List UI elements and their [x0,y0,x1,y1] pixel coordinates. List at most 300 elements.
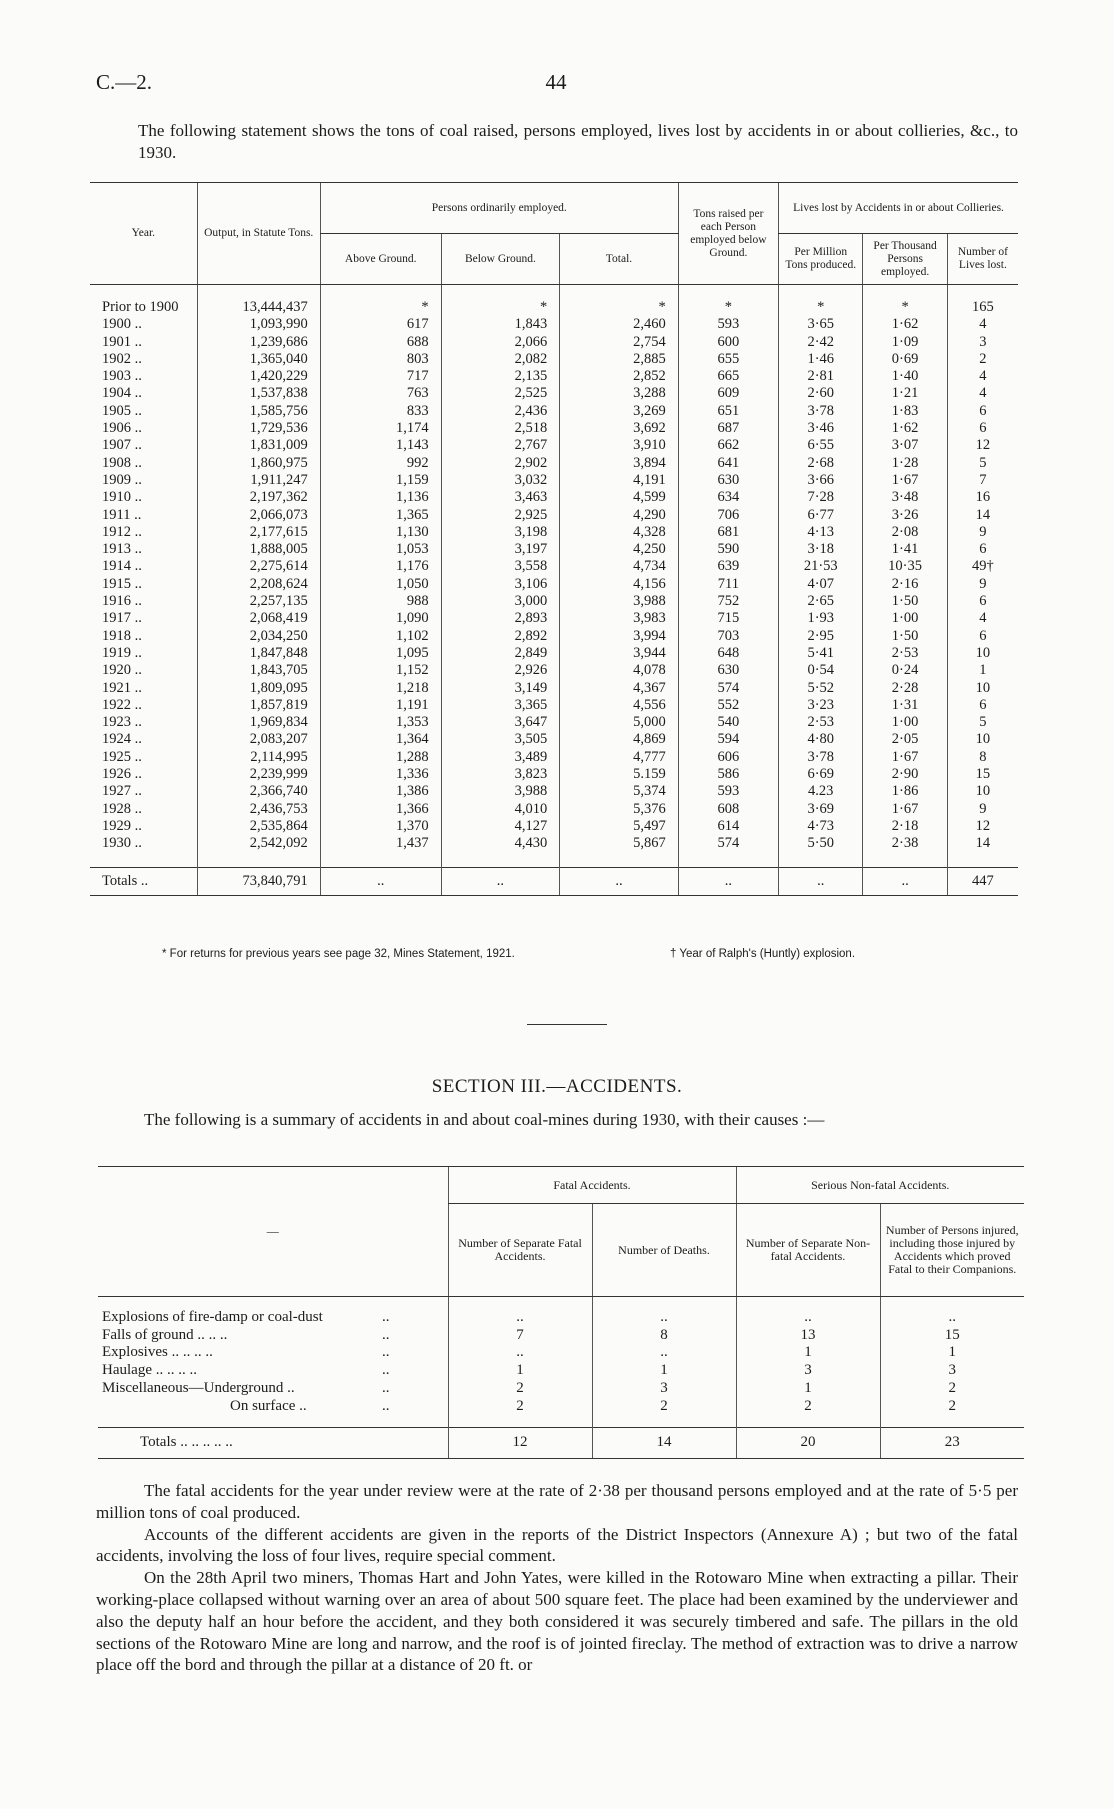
row-below: 3,463 [441,489,560,506]
row-persons-injured: 2 [880,1398,1024,1416]
row-number-lives: 9 [947,801,1018,818]
row-tons-per-person: 590 [678,541,778,558]
col-deaths: Number of Deaths. [592,1204,736,1297]
row-year: 1930 .. [102,835,142,852]
paragraph-accounts: Accounts of the different accidents are given in the reports of the District Inspectors (Annexure A) ; but two of the fatal accidents, involving the loss of four lives, require special comment. [96,1524,1018,1566]
row-year: 1906 .. [102,420,142,437]
row-per-million: 3·78 [779,749,863,766]
table-row [98,1309,1024,1327]
paragraph-rates: The fatal accidents for the year under review were at the rate of 2·38 per thousand persons employed and at the rate of 5·5 per million tons of coal produced. [96,1481,1018,1522]
footnote-star: * For returns for previous years see page 32, Mines Statement, 1921. [162,948,515,960]
row-deaths: 2 [592,1398,736,1416]
row-total: 3,269 [560,403,679,420]
table-row [90,645,1018,662]
row-per-million: 3·65 [779,316,863,333]
row-output: 2,083,207 [197,731,320,748]
row-year: 1904 .. [102,385,142,402]
row-number-lives: 14 [947,507,1018,524]
row-number-lives: 9 [947,576,1018,593]
row-output: 1,860,975 [197,455,320,472]
table-row [90,558,1018,575]
row-tons-per-person: 630 [678,472,778,489]
row-tons-per-person: 703 [678,628,778,645]
table-row [90,749,1018,766]
row-year: 1907 .. [102,437,142,454]
row-total: 3,910 [560,437,679,454]
row-above: 1,174 [320,420,441,437]
row-output: 2,177,615 [197,524,320,541]
row-year: 1903 .. [102,368,142,385]
row-total: 4,290 [560,507,679,524]
row-total: 3,944 [560,645,679,662]
row-total: 2,852 [560,368,679,385]
row-tons-per-person: 552 [678,697,778,714]
col-per-million: Per Million Tons produced. [779,234,863,285]
row-tons-per-person: * [678,299,778,316]
row-below: * [441,299,560,316]
row-output: 2,066,073 [197,507,320,524]
row-number-lives: 16 [947,489,1018,506]
row-below: 3,149 [441,680,560,697]
row-deaths: .. [592,1309,736,1327]
row-year: 1901 .. [102,333,142,350]
table-row [90,610,1018,627]
row-above: 1,053 [320,541,441,558]
document-reference: C.—2. [96,70,153,94]
row-total: 3,988 [560,593,679,610]
coal-output-table [90,182,1018,896]
row-total: 2,885 [560,351,679,368]
row-per-thousand: 2·18 [863,818,947,835]
accidents-total-separate-fatal: 12 [448,1428,592,1459]
row-per-thousand: 1·50 [863,593,947,610]
accidents-totals-row [98,1428,1024,1459]
row-above: 717 [320,368,441,385]
row-year: 1928 .. [102,800,142,817]
row-total: 4,078 [560,662,679,679]
row-total: 4,191 [560,472,679,489]
table-row [90,472,1018,489]
row-above: 1,090 [320,610,441,627]
row-output: 2,436,753 [197,801,320,818]
row-above: 992 [320,455,441,472]
row-separate-fatal: 2 [448,1380,592,1398]
row-below: 3,000 [441,593,560,610]
table-row [90,697,1018,714]
col-cause: — [98,1167,448,1297]
totals-below: .. [441,867,560,895]
row-tons-per-person: 593 [678,316,778,333]
table-row [98,1380,1024,1398]
cause-leader: .. [382,1344,390,1361]
row-per-million: 3·46 [779,420,863,437]
row-tons-per-person: 752 [678,593,778,610]
table-row [90,628,1018,645]
row-below: 2,892 [441,628,560,645]
row-per-million: 2·60 [779,385,863,402]
row-number-lives: 165 [947,299,1018,316]
row-above: 988 [320,593,441,610]
row-number-lives: 6 [947,541,1018,558]
totals-tons-per-person: .. [678,867,778,895]
row-output: 1,093,990 [197,316,320,333]
totals-per-thousand: .. [863,867,947,895]
table-row [90,403,1018,420]
table-row [90,818,1018,835]
row-number-lives: 3 [947,334,1018,351]
row-output: 1,729,536 [197,420,320,437]
row-below: 2,925 [441,507,560,524]
table-row [90,368,1018,385]
col-group-fatal: Fatal Accidents. [448,1167,736,1204]
row-tons-per-person: 711 [678,576,778,593]
col-above: Above Ground. [320,234,441,285]
cause-leader: .. [382,1326,390,1343]
row-year: 1919 .. [102,644,142,661]
table-row [90,316,1018,333]
row-separate-nonfatal: .. [736,1309,880,1327]
row-per-million: 4·73 [779,818,863,835]
row-year: 1926 .. [102,766,142,783]
row-tons-per-person: 630 [678,662,778,679]
row-per-thousand: 1·21 [863,385,947,402]
row-total: 3,994 [560,628,679,645]
row-output: 2,239,999 [197,766,320,783]
row-deaths: 1 [592,1362,736,1380]
row-per-thousand: 1·41 [863,541,947,558]
row-per-thousand: 2·08 [863,524,947,541]
intro-paragraph: The following statement shows the tons of coal raised, persons employed, lives lost by accidents in or about collieries, &c., to 1930. [138,121,1018,162]
row-output: 1,537,838 [197,385,320,402]
row-tons-per-person: 715 [678,610,778,627]
row-per-thousand: 1·09 [863,334,947,351]
row-year: 1924 .. [102,731,142,748]
table-row [90,437,1018,454]
row-separate-fatal: 7 [448,1327,592,1345]
row-per-million: 2·95 [779,628,863,645]
table-row [90,455,1018,472]
row-number-lives: 4 [947,368,1018,385]
row-tons-per-person: 687 [678,420,778,437]
col-output: Output, in Statute Tons. [197,183,320,285]
table-row [90,507,1018,524]
footnote-dagger: † Year of Ralph's (Huntly) explosion. [670,948,856,960]
row-per-thousand: 2·38 [863,835,947,852]
table-row [90,714,1018,731]
row-above: 1,152 [320,662,441,679]
row-number-lives: 4 [947,385,1018,402]
row-number-lives: 2 [947,351,1018,368]
row-number-lives: 6 [947,697,1018,714]
row-below: 3,489 [441,749,560,766]
row-total: 4,777 [560,749,679,766]
row-total: 3,983 [560,610,679,627]
cause-leader: .. [382,1379,390,1396]
row-below: 3,647 [441,714,560,731]
row-year: 1902 .. [102,350,142,367]
row-output: 1,969,834 [197,714,320,731]
row-output: 1,365,040 [197,351,320,368]
row-total: 5,000 [560,714,679,731]
row-per-million: 0·54 [779,662,863,679]
row-above: 1,130 [320,524,441,541]
row-total: 4,734 [560,558,679,575]
table-row [98,1344,1024,1362]
row-above: 1,370 [320,818,441,835]
row-cause [98,1327,448,1345]
cause-leader: .. [382,1309,390,1325]
table-row [98,1327,1024,1345]
col-below: Below Ground. [441,234,560,285]
row-year: 1920 .. [102,662,142,679]
row-per-million: 2·42 [779,334,863,351]
row-below: 2,926 [441,662,560,679]
col-group-lives: Lives lost by Accidents in or about Collieries. [779,183,1018,234]
row-cause [98,1398,448,1416]
row-above: 1,218 [320,680,441,697]
row-total: 2,460 [560,316,679,333]
table-row [90,766,1018,783]
row-cause [98,1309,448,1327]
col-persons-injured: Number of Persons injured, including those injured by Accidents which proved Fatal to their Companions. [880,1204,1024,1297]
row-per-million: 3·69 [779,801,863,818]
row-deaths: 3 [592,1380,736,1398]
row-per-million: 1·93 [779,610,863,627]
row-below: 2,066 [441,334,560,351]
row-total: 4,250 [560,541,679,558]
row-tons-per-person: 665 [678,368,778,385]
row-number-lives: 10 [947,783,1018,800]
row-per-thousand: 1·67 [863,801,947,818]
row-per-thousand: 2·90 [863,766,947,783]
totals-per-million: .. [779,867,863,895]
cause-label: Explosives .. .. .. .. [102,1344,213,1361]
totals-row [90,867,1018,895]
row-below: 4,430 [441,835,560,852]
row-output: 2,208,624 [197,576,320,593]
row-below: 2,849 [441,645,560,662]
row-per-thousand: 3·26 [863,507,947,524]
row-year: 1917 .. [102,610,142,627]
row-below: 3,198 [441,524,560,541]
row-separate-nonfatal: 1 [736,1344,880,1362]
table-row [98,1362,1024,1380]
row-above: 1,191 [320,697,441,714]
page-header [96,70,1016,98]
row-total: 4,156 [560,576,679,593]
row-below: 2,525 [441,385,560,402]
output-table-body [90,285,1018,853]
row-below: 2,082 [441,351,560,368]
row-per-million: 2·81 [779,368,863,385]
row-total: 3,894 [560,455,679,472]
summary-intro: The following is a summary of accidents in and about coal-mines during 1930, with their causes :— [144,1110,825,1129]
row-number-lives: 6 [947,403,1018,420]
table-row [90,541,1018,558]
row-total: 5,374 [560,783,679,800]
row-per-million: 3·23 [779,697,863,714]
row-below: 3,032 [441,472,560,489]
accidents-summary-table [98,1166,1024,1459]
row-per-thousand: 2·53 [863,645,947,662]
row-per-thousand: 2·05 [863,731,947,748]
totals-total: .. [560,867,679,895]
row-per-million: 6·77 [779,507,863,524]
row-number-lives: 49† [947,558,1018,575]
row-output: 1,420,229 [197,368,320,385]
row-per-thousand: 1·40 [863,368,947,385]
row-below: 3,823 [441,766,560,783]
row-per-million: 3·18 [779,541,863,558]
row-persons-injured: 2 [880,1380,1024,1398]
row-year: 1908 .. [102,454,142,471]
row-output: 2,034,250 [197,628,320,645]
row-separate-nonfatal: 13 [736,1327,880,1345]
row-year: 1927 .. [102,783,142,800]
table-row [90,351,1018,368]
row-year: 1900 .. [102,316,142,333]
row-tons-per-person: 609 [678,385,778,402]
row-year: 1912 .. [102,523,142,540]
row-below: 3,106 [441,576,560,593]
row-above: 688 [320,334,441,351]
row-per-thousand: 1·31 [863,697,947,714]
row-year: 1925 .. [102,748,142,765]
row-year: 1918 .. [102,627,142,644]
row-number-lives: 9 [947,524,1018,541]
row-below: 2,767 [441,437,560,454]
row-persons-injured: 1 [880,1344,1024,1362]
row-above: 1,102 [320,628,441,645]
row-tons-per-person: 540 [678,714,778,731]
row-persons-injured: .. [880,1309,1024,1327]
row-number-lives: 10 [947,645,1018,662]
table-row [90,783,1018,800]
cause-label: Miscellaneous—Underground .. [102,1379,295,1396]
row-total: 3,288 [560,385,679,402]
col-group-persons: Persons ordinarily employed. [320,183,678,234]
row-per-million: 2·68 [779,455,863,472]
row-per-million: 5·52 [779,680,863,697]
row-output: 2,114,995 [197,749,320,766]
row-above: 1,176 [320,558,441,575]
row-above: 617 [320,316,441,333]
row-above: 1,095 [320,645,441,662]
row-output: 1,847,848 [197,645,320,662]
row-below: 2,518 [441,420,560,437]
table-row [90,731,1018,748]
cause-leader: .. [382,1397,390,1414]
row-year: 1914 .. [102,558,142,575]
row-number-lives: 4 [947,316,1018,333]
table-row [90,334,1018,351]
col-separate-fatal: Number of Separate Fatal Accidents. [448,1204,592,1297]
row-output: 2,197,362 [197,489,320,506]
row-below: 4,010 [441,801,560,818]
accidents-totals-label: Totals .. .. .. .. .. [98,1428,448,1459]
row-above: 1,159 [320,472,441,489]
row-below: 3,558 [441,558,560,575]
col-total: Total. [560,234,679,285]
row-per-million: 6·69 [779,766,863,783]
row-output: 2,535,864 [197,818,320,835]
row-per-million: 5·41 [779,645,863,662]
row-above: 1,364 [320,731,441,748]
row-year: 1915 .. [102,575,142,592]
row-number-lives: 6 [947,420,1018,437]
accidents-total-persons-injured: 23 [880,1428,1024,1459]
row-per-thousand: 2·16 [863,576,947,593]
row-year: 1913 .. [102,541,142,558]
row-below: 3,197 [441,541,560,558]
row-year: 1922 .. [102,696,142,713]
row-output: 2,257,135 [197,593,320,610]
row-per-million: 2·53 [779,714,863,731]
row-tons-per-person: 574 [678,680,778,697]
row-above: 1,136 [320,489,441,506]
row-per-million: 6·55 [779,437,863,454]
table-row [98,1398,1024,1416]
table-row [90,593,1018,610]
row-year: Prior to 1900 [102,299,179,315]
row-per-thousand: 1·28 [863,455,947,472]
row-above: 1,353 [320,714,441,731]
row-per-million: 3·78 [779,403,863,420]
row-below: 2,893 [441,610,560,627]
row-per-thousand: * [863,299,947,316]
row-tons-per-person: 574 [678,835,778,852]
cause-label: Haulage .. .. .. .. [102,1362,197,1379]
table-row [90,420,1018,437]
row-above: 803 [320,351,441,368]
row-output: 1,239,686 [197,334,320,351]
row-above: 1,365 [320,507,441,524]
row-output: 1,843,705 [197,662,320,679]
row-tons-per-person: 594 [678,731,778,748]
row-deaths: 8 [592,1327,736,1345]
row-number-lives: 8 [947,749,1018,766]
row-above: 1,050 [320,576,441,593]
totals-number-lives: 447 [947,867,1018,895]
row-total: 4,367 [560,680,679,697]
row-above: * [320,299,441,316]
row-persons-injured: 15 [880,1327,1024,1345]
row-cause [98,1380,448,1398]
row-above: 1,386 [320,783,441,800]
row-per-thousand: 1·86 [863,783,947,800]
paragraph-rotowaro: On the 28th April two miners, Thomas Hart and John Yates, were killed in the Rotowaro Mine when extracting a pillar. Their working-place collapsed without warning over an area of about 500 square feet. The place had been examined by the underviewer and also the deputy half an hour before the accident, and they both considered it was securely timbered and safe. The pillars in the old sections of the Rotowaro Mine are long and narrow, and the roof is of jointed fireclay. The method of extraction was to drive a narrow place off the bord and through the pillar at a distance of 20 ft. or [96,1568,1018,1675]
row-number-lives: 5 [947,455,1018,472]
row-persons-injured: 3 [880,1362,1024,1380]
row-per-thousand: 2·28 [863,680,947,697]
totals-output: 73,840,791 [197,867,320,895]
row-below: 3,505 [441,731,560,748]
table-row [90,662,1018,679]
row-separate-nonfatal: 3 [736,1362,880,1380]
row-below: 1,843 [441,316,560,333]
row-year: 1910 .. [102,489,142,506]
row-above: 833 [320,403,441,420]
row-tons-per-person: 593 [678,783,778,800]
row-output: 2,068,419 [197,610,320,627]
row-output: 2,275,614 [197,558,320,575]
row-total: 3,692 [560,420,679,437]
row-tons-per-person: 600 [678,334,778,351]
row-output: 2,542,092 [197,835,320,852]
row-tons-per-person: 651 [678,403,778,420]
table-row [90,801,1018,818]
section-divider [527,1024,607,1025]
